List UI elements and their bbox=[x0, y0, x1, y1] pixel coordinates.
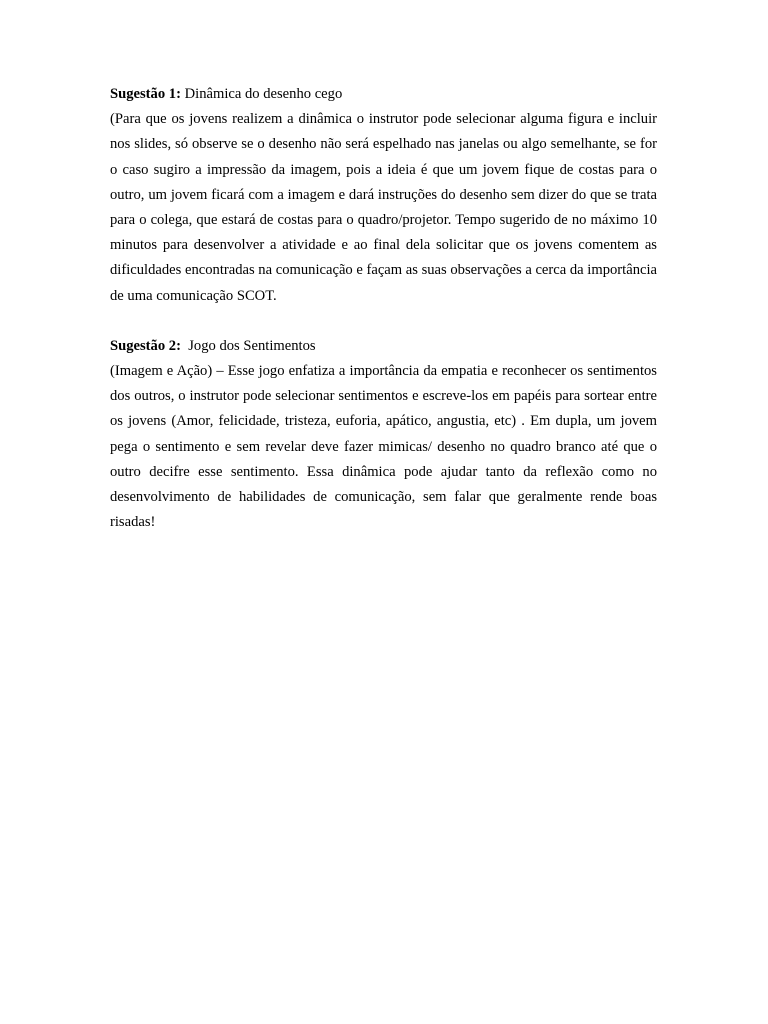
suggestion-2-label: Sugestão 2: bbox=[110, 337, 181, 354]
suggestion-1-title: Dinâmica do desenho cego bbox=[180, 86, 343, 102]
suggestion-2-title: Jogo dos Sentimentos bbox=[180, 337, 316, 354]
document-content bbox=[110, 82, 657, 560]
suggestion-2-heading bbox=[110, 334, 657, 359]
suggestion-1-label: Sugestão 1: bbox=[110, 86, 181, 102]
suggestion-1-section bbox=[110, 82, 657, 309]
suggestion-1-heading bbox=[110, 82, 657, 107]
suggestion-2-body: (Imagem e Ação) – Esse jogo enfatiza a importância da empatia e reconhecer os sentimentos dos outros, o instrutor pode selecionar sentimentos e escreve-los em papéis para sortear entre os jovens (Amor, felicidade, tristeza, euforia, apático, angustia, etc) . Em dupla, um jovem pega o sentimento e sem revelar deve fazer mimicas/ desenho no quadro branco até que o outro decifre esse sentimento. Essa dinâmica pode ajudar tanto da reflexão como no desenvolvimento de habilidades de comunicação, sem falar que geralmente rende boas risadas! bbox=[110, 363, 657, 531]
suggestion-1-body: (Para que os jovens realizem a dinâmica o instrutor pode selecionar alguma figura e incluir nos slides, só observe se o desenho não será espelhado nas janelas ou algo semelhante, se for o caso sugiro a impressão da imagem, pois a ideia é que um jovem fique de costas para o outro, um jovem ficará com a imagem e dará instruções do desenho sem dizer do que se trata para o colega, que estará de costas para o quadro/projetor. Tempo sugerido de no máximo 10 minutos para desenvolver a atividade e ao final dela solicitar que os jovens comentem as dificuldades encontradas na comunicação e façam as suas observações a cerca da importância de uma comunicação SCOT. bbox=[110, 111, 657, 304]
suggestion-2-section bbox=[110, 334, 657, 536]
